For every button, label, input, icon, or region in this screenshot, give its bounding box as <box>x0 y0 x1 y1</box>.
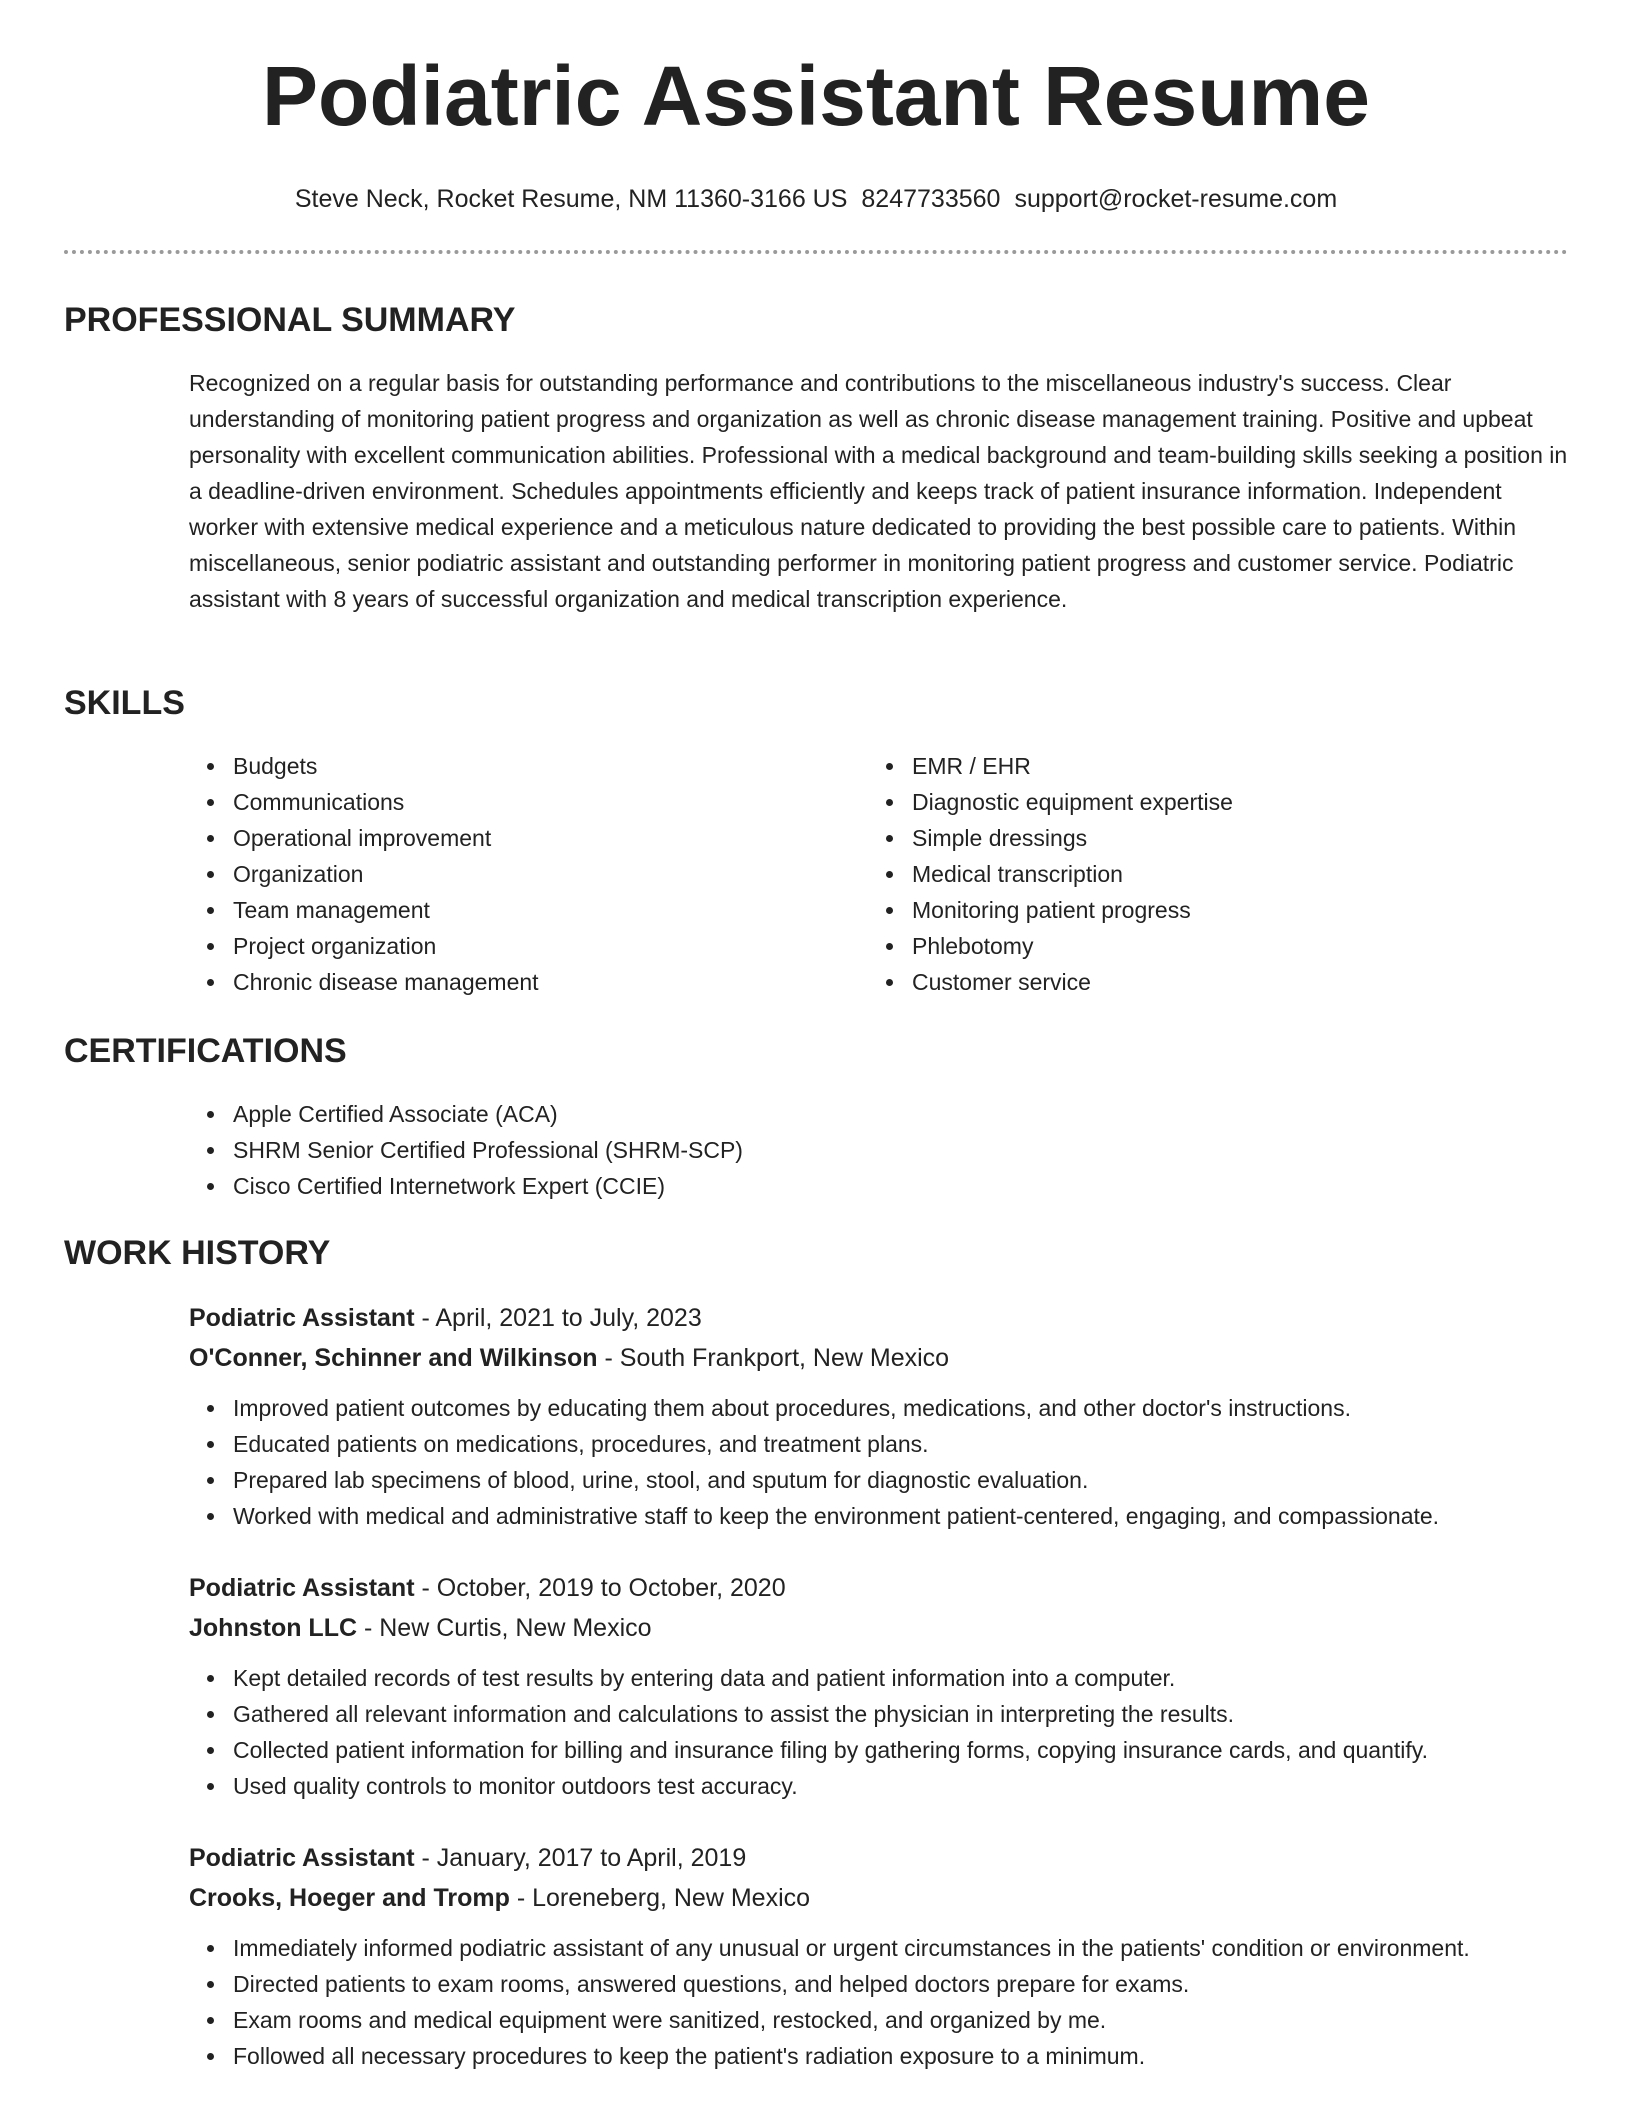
job-duty: Exam rooms and medical equipment were sanitized, restocked, and organized by me. <box>189 2002 1569 2038</box>
summary-text: Recognized on a regular basis for outstanding performance and contributions to the miscellaneous industry's success. Clear understanding of monitoring patient progress and organization as well as chronic disease management training. Positive and upbeat personality with excellent communication abilities. Professional with a medical background and team-building skills seeking a position in a deadline-driven environment. Schedules appointments efficiently and keeps track of patient insurance information. Independent worker with extensive medical experience and a meticulous nature dedicated to providing the best possible care to patients. Within miscellaneous, senior podiatric assistant and outstanding performer in monitoring patient progress and customer service. Podiatric assistant with 8 years of successful organization and medical transcription experience. <box>189 370 1568 612</box>
work-history-heading: WORK HISTORY <box>64 1234 331 1272</box>
job-company-line <box>189 1608 1569 1648</box>
job-duties <box>189 1390 1569 1534</box>
job-title-line <box>189 1838 1569 1878</box>
job-title: Podiatric Assistant <box>189 1844 415 1872</box>
job-title-line <box>189 1568 1569 1608</box>
skills-heading: SKILLS <box>64 684 185 722</box>
skill-item: Chronic disease management <box>189 964 829 1000</box>
skill-item: Communications <box>189 784 829 820</box>
contact-address: Steve Neck, Rocket Resume, NM 11360-3166 US <box>294 185 848 213</box>
job-company-line <box>189 1338 1569 1378</box>
job-company: Crooks, Hoeger and Tromp <box>189 1884 510 1912</box>
job-duty: Collected patient information for billing and insurance filing by gathering forms, copying insurance cards, and quantify. <box>189 1732 1569 1768</box>
skill-item: Budgets <box>189 748 829 784</box>
job-duty: Gathered all relevant information and calculations to assist the physician in interpreting the results. <box>189 1696 1569 1732</box>
job-dates: - January, 2017 to April, 2019 <box>414 1844 747 1872</box>
job-duty: Directed patients to exam rooms, answered questions, and helped doctors prepare for exams. <box>189 1966 1569 2002</box>
certification-item: SHRM Senior Certified Professional (SHRM-SCP) <box>189 1132 1489 1168</box>
job-duty: Used quality controls to monitor outdoors test accuracy. <box>189 1768 1569 1804</box>
skill-item: Team management <box>189 892 829 928</box>
job-entry <box>189 1838 1569 2074</box>
job-entry <box>189 1568 1569 1804</box>
certifications-heading: CERTIFICATIONS <box>64 1032 347 1070</box>
certification-item: Apple Certified Associate (ACA) <box>189 1096 1489 1132</box>
skill-item: Phlebotomy <box>868 928 1548 964</box>
skill-item: Organization <box>189 856 829 892</box>
job-duty: Immediately informed podiatric assistant of any unusual or urgent circumstances in the patients' condition or environment. <box>189 1930 1569 1966</box>
job-duty: Worked with medical and administrative staff to keep the environment patient-centered, engaging, and compassionate. <box>189 1498 1569 1534</box>
job-title-line <box>189 1298 1569 1338</box>
job-duties <box>189 1660 1569 1804</box>
job-dates: - October, 2019 to October, 2020 <box>414 1574 786 1602</box>
skill-item: Medical transcription <box>868 856 1548 892</box>
job-company: Johnston LLC <box>189 1614 358 1642</box>
page-title: Podiatric Assistant Resume <box>262 49 1370 143</box>
skill-item: Operational improvement <box>189 820 829 856</box>
job-title: Podiatric Assistant <box>189 1304 415 1332</box>
job-duty: Improved patient outcomes by educating them about procedures, medications, and other doctor's instructions. <box>189 1390 1569 1426</box>
job-dates: - April, 2021 to July, 2023 <box>414 1304 702 1332</box>
job-location: - Loreneberg, New Mexico <box>509 1884 811 1912</box>
certification-item: Cisco Certified Internetwork Expert (CCIE) <box>189 1168 1489 1204</box>
job-entry <box>189 1298 1569 1534</box>
skills-list-left <box>189 748 829 1000</box>
skills-list-right <box>868 748 1548 1000</box>
job-duty: Prepared lab specimens of blood, urine, stool, and sputum for diagnostic evaluation. <box>189 1462 1569 1498</box>
job-company: O'Conner, Schinner and Wilkinson <box>189 1344 598 1372</box>
skill-item: Customer service <box>868 964 1548 1000</box>
contact-email: support@rocket-resume.com <box>1014 185 1338 213</box>
contact-phone: 8247733560 <box>861 185 1001 213</box>
contact-line <box>0 184 1632 214</box>
skill-item: EMR / EHR <box>868 748 1548 784</box>
job-location: - New Curtis, New Mexico <box>357 1614 652 1642</box>
job-location: - South Frankport, New Mexico <box>597 1344 950 1372</box>
job-duties <box>189 1930 1569 2074</box>
summary-heading: PROFESSIONAL SUMMARY <box>64 301 516 339</box>
job-duty: Kept detailed records of test results by entering data and patient information into a computer. <box>189 1660 1569 1696</box>
job-duty: Followed all necessary procedures to keep the patient's radiation exposure to a minimum. <box>189 2038 1569 2074</box>
skill-item: Simple dressings <box>868 820 1548 856</box>
certifications-list <box>189 1096 1489 1204</box>
job-duty: Educated patients on medications, procedures, and treatment plans. <box>189 1426 1569 1462</box>
header-divider <box>64 250 1568 254</box>
skill-item: Diagnostic equipment expertise <box>868 784 1548 820</box>
job-title: Podiatric Assistant <box>189 1574 415 1602</box>
skill-item: Monitoring patient progress <box>868 892 1548 928</box>
job-company-line <box>189 1878 1569 1918</box>
skill-item: Project organization <box>189 928 829 964</box>
